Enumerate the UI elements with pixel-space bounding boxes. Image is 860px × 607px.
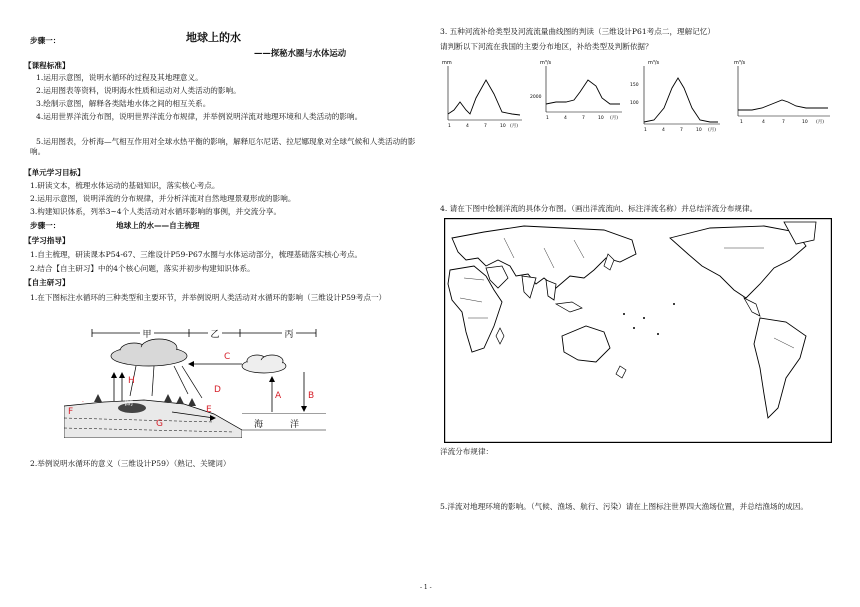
cloud-left-icon: [111, 339, 187, 366]
question-5: 5.洋流对地理环境的影响。（气候、渔场、航行、污染）请在上图标注世界四大渔场位置，并总结渔场的成因。: [440, 502, 808, 511]
svg-text:1: 1: [740, 120, 743, 125]
svg-text:7: 7: [782, 120, 785, 125]
unit-label: mm: [442, 60, 452, 66]
svg-text:4: 4: [762, 120, 765, 125]
guide-item: 1.自主梳理，研读课本P54-67、三维设计P59-P67水圈与水体运动部分，梳理基础落实核心考点。: [30, 250, 363, 259]
svg-text:10: 10: [802, 120, 808, 125]
svg-text:m³/s: m³/s: [648, 60, 660, 66]
goal-item: 3.构建知识体系，列举3~4个人类活动对水循环影响的事例，并交流分享。: [30, 207, 282, 216]
goals-heading: 【单元学习目标】: [24, 168, 85, 177]
standards-heading: 【课程标准】: [24, 61, 70, 70]
world-map: [444, 218, 832, 443]
step1-label: 步骤一：: [30, 36, 61, 45]
svg-text:2000: 2000: [530, 95, 542, 100]
page-title: 地球上的水: [186, 31, 241, 44]
goal-item: 1.研读文本，梳理水体运动的基础知识，落实核心考点。: [30, 181, 220, 190]
label-e: E: [206, 405, 212, 415]
svg-text:4: 4: [662, 128, 665, 133]
hydrograph-2: [530, 58, 626, 130]
label-ocean: 洋: [290, 420, 300, 430]
zone-label-jia: 甲: [142, 330, 152, 340]
label-g: G: [156, 419, 163, 429]
label-a: A: [275, 391, 282, 401]
hydrograph-4: [726, 58, 834, 134]
zone-label-bing: 丙: [284, 330, 294, 340]
svg-text:1: 1: [448, 124, 451, 129]
label-lake: 湖: [124, 398, 134, 408]
standard-item: 2.运用图表等资料，说明海水性质和运动对人类活动的影响。: [36, 86, 241, 95]
svg-text:m³/s: m³/s: [734, 60, 746, 66]
water-cycle-diagram: [64, 326, 334, 438]
label-d: D: [214, 385, 221, 395]
svg-text:10: 10: [696, 128, 702, 133]
svg-text:1: 1: [644, 128, 647, 133]
svg-text:(月): (月): [708, 128, 717, 133]
label-sea: 海: [254, 420, 264, 430]
label-c: C: [224, 352, 231, 362]
svg-text:10: 10: [598, 116, 604, 121]
question-4: 4. 请在下图中绘制洋流的具体分布图。（画出洋流流向、标注洋流名称）并总结洋流分布规律。: [440, 204, 758, 213]
svg-text:(月): (月): [610, 116, 619, 121]
question-2: 2.举例说明水循环的意义（三维设计P59）（熟记、关键词）: [30, 459, 231, 468]
zone-label-yi: 乙: [210, 330, 220, 340]
svg-text:100: 100: [630, 101, 639, 106]
question-4-rule: 洋流分布规律：: [440, 447, 494, 456]
svg-text:(月): (月): [510, 124, 519, 129]
svg-text:1: 1: [546, 116, 549, 121]
question-3: 3. 五种河流补给类型及河流流量曲线图的判读（三维设计P61考点二，理解记忆）: [440, 27, 716, 36]
standard-item: 4.运用世界洋流分布图，说明世界洋流分布规律，并举例说明洋流对地理环境和人类活动的影响。: [36, 112, 363, 121]
step2-label: 步骤一：: [30, 221, 61, 230]
svg-text:(月): (月): [816, 120, 825, 125]
goal-item: 2.运用示意图，说明洋流的分布规律，并分析洋流对自然地理景观形成的影响。: [30, 194, 296, 203]
svg-text:7: 7: [484, 124, 487, 129]
page-subtitle: ——探秘水圈与水体运动: [254, 48, 347, 58]
svg-text:·: ·: [82, 399, 84, 406]
hydrograph-3: [628, 58, 724, 134]
page-number: - 1 -: [420, 584, 432, 591]
guide-item: 2.结合【自主研习】中的4个核心问题，落实并初步构建知识体系。: [30, 264, 255, 273]
svg-text:4: 4: [564, 116, 567, 121]
question-1: 1.在下图标注水循环的三种类型和主要环节，并举例说明人类活动对水循环的影响（三维设计P59考点一）: [30, 293, 387, 302]
standard-item: 5.运用图表，分析海—气相互作用对全球水热平衡的影响，解释厄尔尼诺、拉尼娜现象对全球气候和人类活动的影响。: [30, 137, 416, 156]
step2-title: 地球上的水——自主梳理: [116, 221, 200, 230]
standard-item: 3.绘制示意图，解释各类陆地水体之间的相互关系。: [36, 99, 211, 108]
svg-text:4: 4: [466, 124, 469, 129]
question-3-sub: 请判断以下河流在我国的主要分布地区，补给类型及判断依据？: [440, 42, 653, 51]
svg-text:7: 7: [582, 116, 585, 121]
study-heading: 【自主研习】: [24, 278, 70, 287]
guide-heading: 【学习指导】: [24, 236, 70, 245]
svg-text:150: 150: [630, 83, 639, 88]
svg-text:m³/s: m³/s: [540, 60, 552, 66]
cloud-right-icon: [242, 355, 286, 373]
label-f: F: [68, 407, 74, 417]
label-h: H: [128, 376, 135, 386]
label-b: B: [308, 391, 315, 401]
standard-item: 1.运用示意图，说明水循环的过程及其地理意义。: [36, 73, 203, 82]
svg-text:7: 7: [680, 128, 683, 133]
svg-text:10: 10: [500, 124, 506, 129]
hydrograph-1: [440, 58, 526, 130]
